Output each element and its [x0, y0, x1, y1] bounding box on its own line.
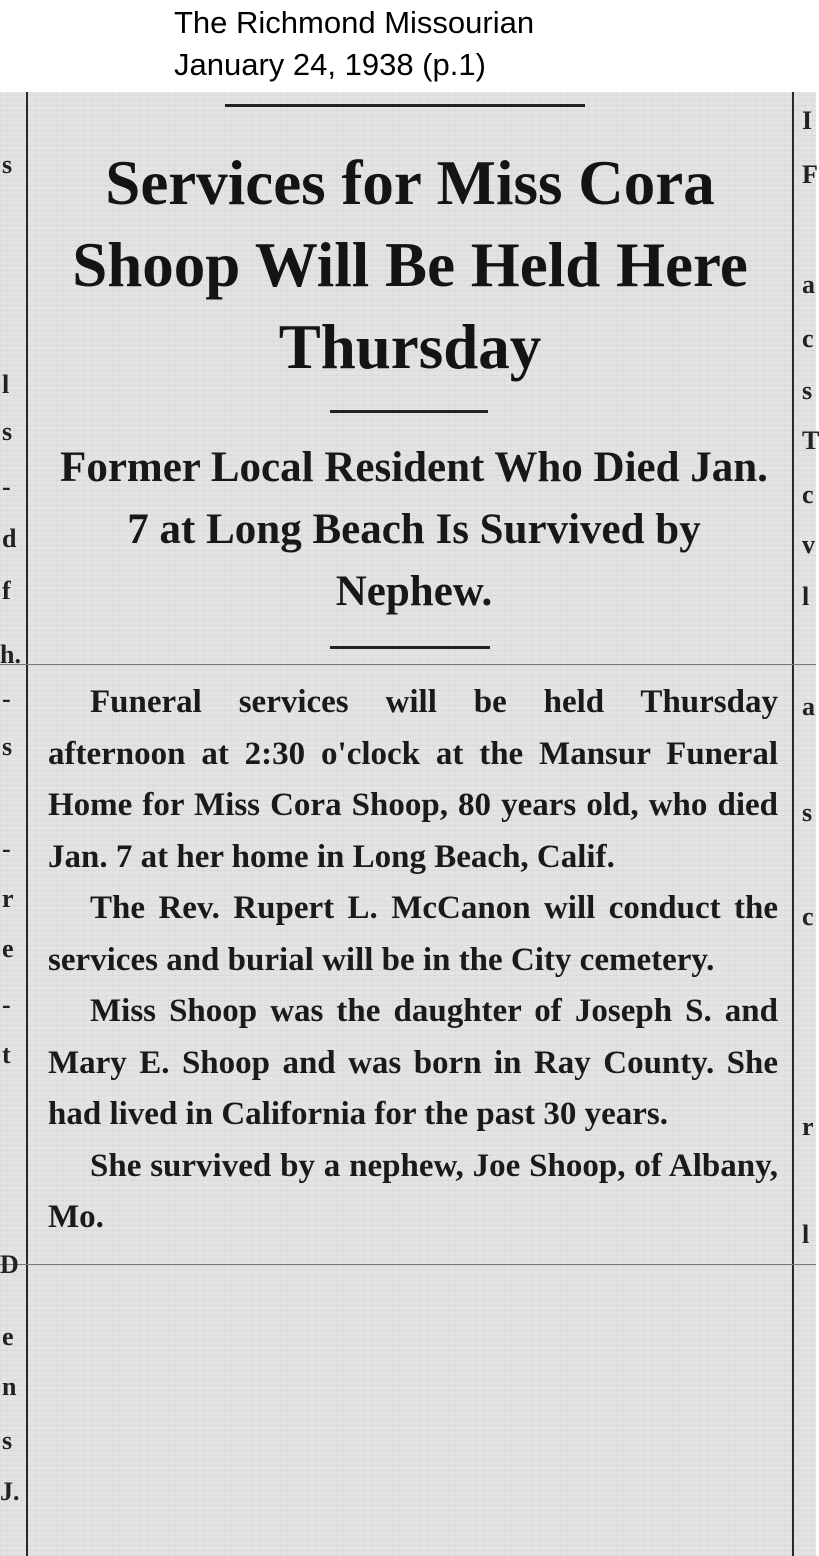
right-column-rule [792, 92, 794, 1556]
article-paragraph: She survived by a nephew, Joe Shoop, of Albany, Mo. [48, 1147, 778, 1235]
gutter-fragment: T [802, 426, 819, 455]
gutter-fragment: n [2, 1372, 17, 1401]
top-rule [225, 104, 585, 107]
article-headline: Services for Miss Cora Shoop Will Be Held Here Thursday [72, 148, 748, 382]
publication-date: January 24, 1938 (p.1) [174, 47, 486, 82]
gutter-fragment: - [2, 990, 11, 1019]
gutter-fragment: h. [0, 640, 21, 669]
gutter-fragment: c [802, 324, 814, 353]
gutter-fragment: s [2, 150, 13, 179]
gutter-fragment: l [802, 582, 810, 611]
publication-name: The Richmond Missourian [174, 5, 535, 40]
gutter-fragment: s [802, 798, 813, 827]
fold-line [0, 1264, 816, 1265]
gutter-fragment: D [0, 1250, 19, 1279]
gutter-fragment: l [802, 1220, 810, 1249]
gutter-fragment: a [802, 692, 815, 721]
gutter-fragment: d [2, 524, 17, 553]
gutter-fragment: e [2, 934, 14, 963]
clipping-caption [174, 2, 534, 86]
gutter-fragment: r [802, 1112, 814, 1141]
gutter-fragment: v [802, 530, 815, 559]
gutter-fragment: J. [0, 1477, 20, 1506]
gutter-fragment: r [2, 884, 14, 913]
fold-line [0, 664, 816, 665]
gutter-fragment: s [2, 417, 13, 446]
article-paragraph: Miss Shoop was the daughter of Joseph S. and Mary E. Shoop and was born in Ray County. She had lived in California for the past 30 years. [48, 993, 778, 1132]
gutter-fragment: e [2, 1322, 14, 1351]
gutter-fragment: - [2, 684, 11, 713]
gutter-fragment: - [2, 834, 11, 863]
newspaper-clipping [0, 92, 819, 1556]
gutter-fragment: I [802, 106, 813, 135]
gutter-fragment: c [802, 480, 814, 509]
gutter-fragment: s [2, 1426, 13, 1455]
left-column-rule [26, 92, 28, 1556]
gutter-fragment: s [802, 376, 813, 405]
gutter-fragment: c [802, 902, 814, 931]
headline-rule [330, 410, 488, 413]
article-subheadline: Former Local Resident Who Died Jan. 7 at Long Beach Is Survived by Nephew. [60, 444, 768, 615]
gutter-fragment: - [2, 472, 11, 501]
gutter-fragment: F [802, 160, 818, 189]
article-paragraph: The Rev. Rupert L. McCanon will conduct the services and burial will be in the City cemetery. [48, 890, 778, 978]
article-paragraph: Funeral services will be held Thursday afternoon at 2:30 o'clock at the Mansur Funeral Home for Miss Cora Shoop, 80 years old, who died Jan. 7 at her home in Long Beach, Calif. [48, 684, 778, 875]
gutter-fragment: l [2, 370, 10, 399]
deck-rule [330, 646, 490, 649]
article-body [48, 677, 778, 1244]
gutter-fragment: a [802, 270, 815, 299]
gutter-fragment: f [2, 576, 11, 605]
gutter-fragment: s [2, 732, 13, 761]
gutter-fragment: t [2, 1040, 11, 1069]
